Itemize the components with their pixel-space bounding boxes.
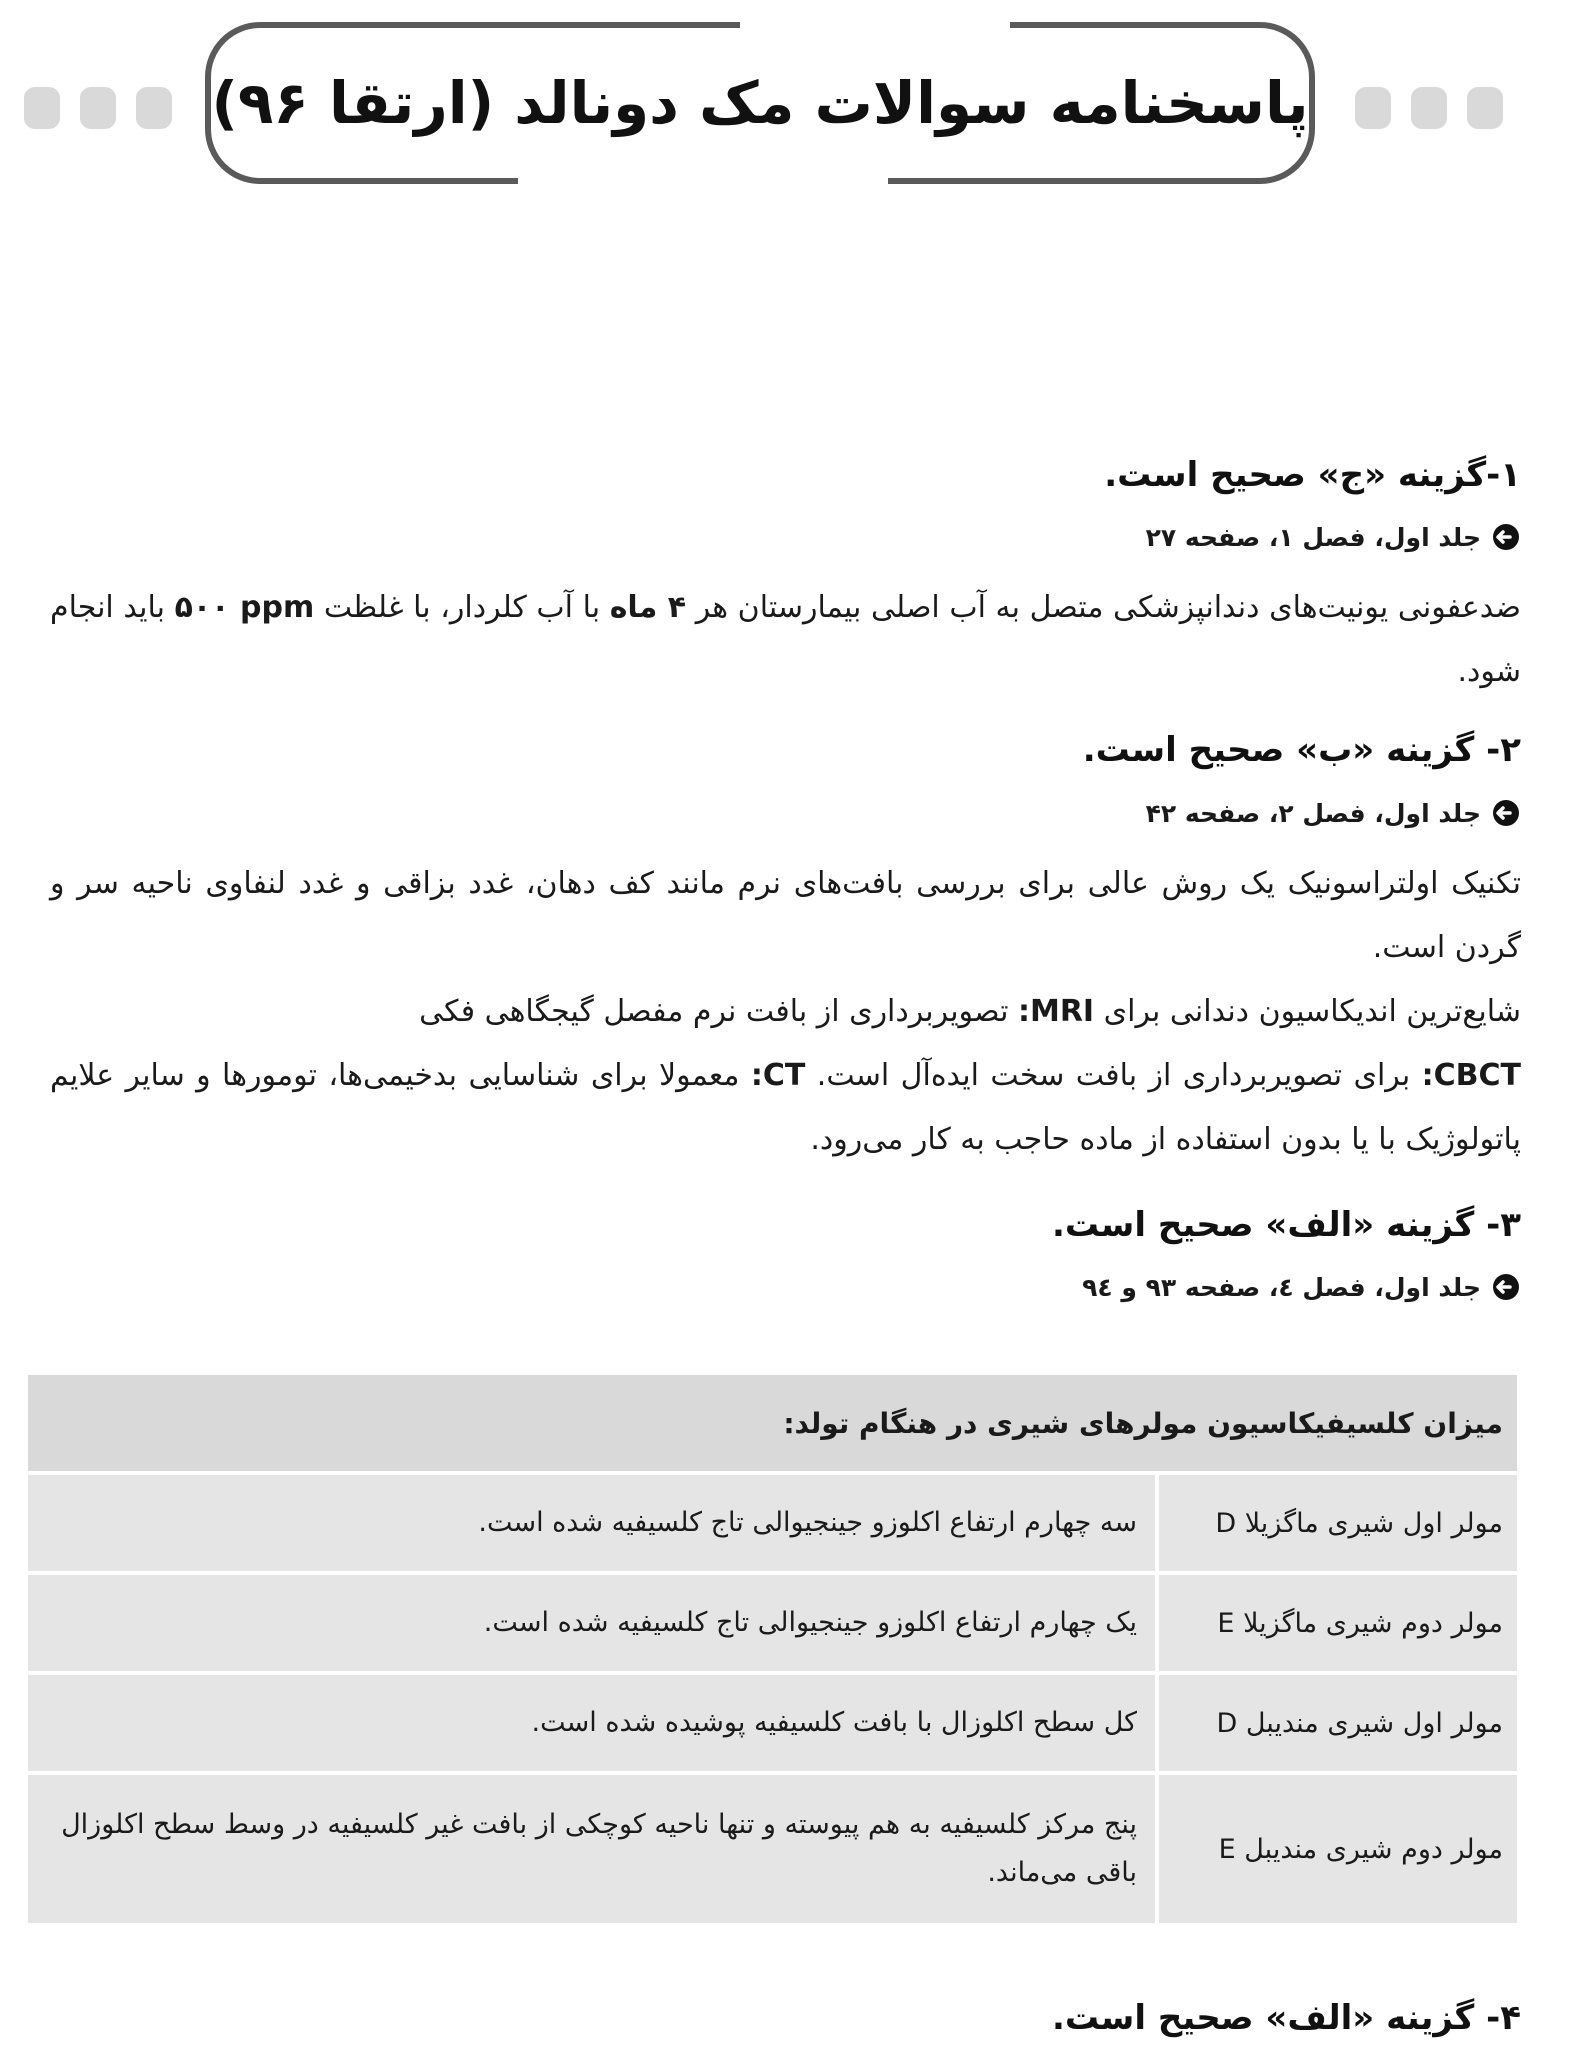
arrow-circle-icon bbox=[1491, 1272, 1521, 1302]
arrow-circle-icon bbox=[1491, 522, 1521, 552]
table-row bbox=[28, 1675, 1517, 1771]
bold-text: CBCT: bbox=[1421, 1058, 1521, 1093]
dot-decoration bbox=[1355, 87, 1391, 129]
table-cell-description: پنج مرکز کلسیفیه به هم پیوسته و تنها ناحیه کوچکی از بافت غیر کلسیفیه در وسط سطح اکلوزال باقی می‌ماند. bbox=[28, 1775, 1155, 1923]
bold-text: CT: bbox=[750, 1058, 806, 1093]
decorative-dots-left bbox=[24, 87, 172, 129]
table-cell-description: سه چهارم ارتفاع اکلوزو جینجیوالی تاج کلسیفیه شده است. bbox=[28, 1475, 1155, 1571]
reference-text: جلد اول، فصل ٤، صفحه ۹۳ و ۹٤ bbox=[1082, 1272, 1481, 1302]
dot-decoration bbox=[80, 87, 116, 129]
question-3-title: ۳- گزینه «الف» صحیح است. bbox=[1052, 1205, 1521, 1245]
text-span: باید انجام شود. bbox=[50, 590, 1521, 689]
dot-decoration bbox=[136, 87, 172, 129]
question-3-reference bbox=[1082, 1272, 1521, 1302]
question-2-paragraph-2 bbox=[50, 980, 1521, 1044]
table-row bbox=[28, 1475, 1517, 1571]
question-4-title: ۴- گزینه «الف» صحیح است. bbox=[1052, 1998, 1521, 2038]
calcification-table bbox=[28, 1375, 1517, 1927]
reference-text: جلد اول، فصل ۱، صفحه ۲۷ bbox=[1145, 522, 1481, 552]
page-title: پاسخنامه سوالات مک دونالد (ارتقا ۹۶) bbox=[211, 69, 1309, 137]
question-2-title: ۲- گزینه «ب» صحیح است. bbox=[1082, 730, 1521, 770]
table-row bbox=[28, 1775, 1517, 1923]
table-heading: میزان کلسیفیکاسیون مولرهای شیری در هنگام تولد: bbox=[28, 1375, 1517, 1471]
dot-decoration bbox=[1411, 87, 1447, 129]
text-span: برای تصویربرداری از بافت سخت ایده‌آل است. bbox=[805, 1058, 1422, 1093]
bold-text: MRI: bbox=[1017, 994, 1095, 1029]
table-cell-description: یک چهارم ارتفاع اکلوزو جینجیوالی تاج کلسیفیه شده است. bbox=[28, 1575, 1155, 1671]
page-header bbox=[0, 0, 1571, 200]
table-cell-tooth: مولر اول شیری مندیبل D bbox=[1159, 1675, 1517, 1771]
dot-decoration bbox=[1467, 87, 1503, 129]
question-2-reference bbox=[1146, 798, 1521, 828]
question-2-paragraph-3 bbox=[50, 1044, 1521, 1172]
decorative-dots-right bbox=[1355, 87, 1503, 129]
question-2-paragraph-1: تکنیک اولتراسونیک یک روش عالی برای بررسی بافت‌های نرم مانند کف دهان، غدد بزاقی و غدد لنفاوی ناحیه سر و گردن است. bbox=[50, 866, 1521, 965]
question-1-title: ۱-گزینه «ج» صحیح است. bbox=[1104, 455, 1521, 495]
text-span: معمولا برای شناسایی بدخیمی‌ها، تومورها و سایر علایم پاتولوژیک با یا بدون استفاده از ماده حاجب به کار می‌رود. bbox=[50, 1058, 1521, 1157]
bold-text: ۴ ماه bbox=[609, 590, 687, 625]
text-span: شایع‌ترین اندیکاسیون دندانی برای bbox=[1094, 994, 1521, 1029]
table-cell-tooth: مولر دوم شیری ماگزیلا E bbox=[1159, 1575, 1517, 1671]
text-span: تصویربرداری از بافت نرم مفصل گیجگاهی فکی bbox=[419, 994, 1018, 1029]
text-span: با آب کلردار، با غلظت bbox=[314, 590, 610, 625]
text-span: ضدعفونی یونیت‌های دندانپزشکی متصل به آب اصلی بیمارستان هر bbox=[686, 590, 1521, 625]
bold-text: ۵۰۰ ppm bbox=[174, 590, 315, 625]
arrow-circle-icon bbox=[1491, 798, 1521, 828]
dot-decoration bbox=[24, 87, 60, 129]
reference-text: جلد اول، فصل ۲، صفحه ۴۲ bbox=[1145, 798, 1481, 828]
table-cell-tooth: مولر دوم شیری مندیبل E bbox=[1159, 1775, 1517, 1923]
table-cell-tooth: مولر اول شیری ماگزیلا D bbox=[1159, 1475, 1517, 1571]
question-1-reference bbox=[1146, 522, 1521, 552]
question-1-paragraph bbox=[50, 576, 1521, 704]
table-row bbox=[28, 1575, 1517, 1671]
table-cell-description: کل سطح اکلوزال با بافت کلسیفیه پوشیده شده است. bbox=[28, 1675, 1155, 1771]
